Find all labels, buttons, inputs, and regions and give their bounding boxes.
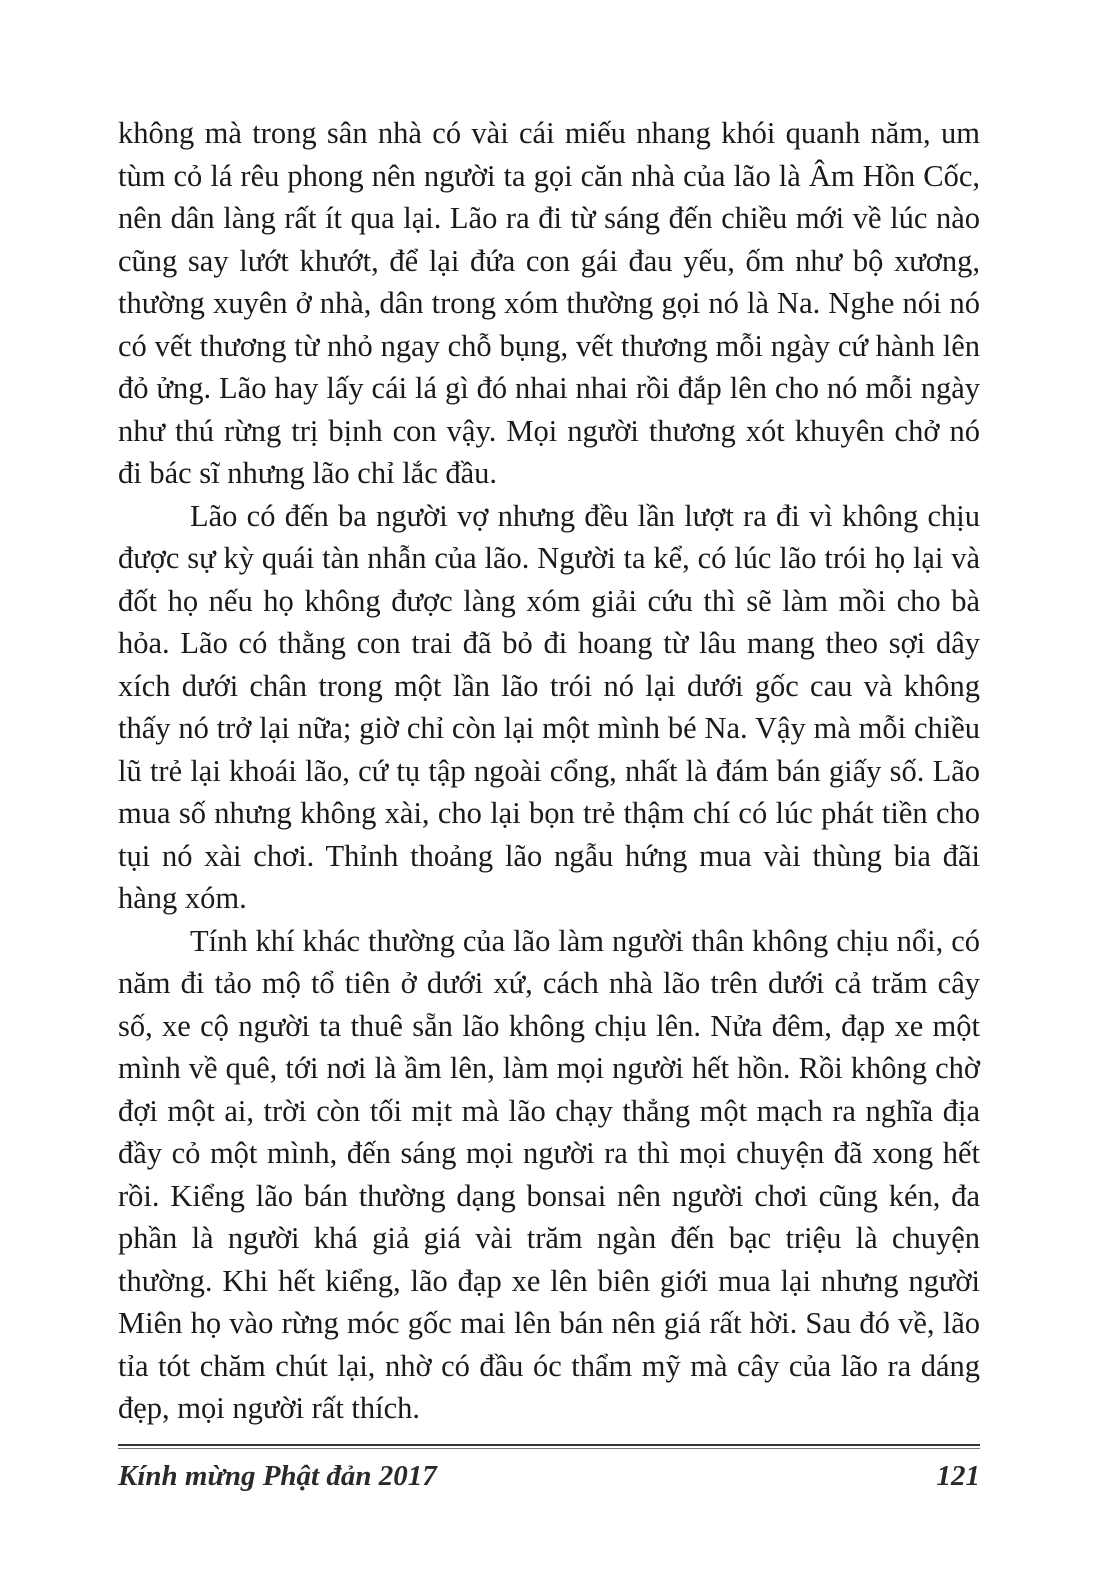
running-footer-title: Kính mừng Phật đản 2017	[118, 1460, 437, 1492]
page-number: 121	[936, 1460, 980, 1492]
paragraph-2: Lão có đến ba người vợ nhưng đều lần lượt ra đi vì không chịu được sự kỳ quái tàn nhẫn của lão. Người ta kể, có lúc lão trói họ lại và đốt họ nếu họ không được làng xóm giải cứu thì sẽ làm mồi cho bà hỏa. Lão có thằng con trai đã bỏ đi hoang từ lâu mang theo sợi dây xích dưới chân trong một lần lão trói nó lại dưới gốc cau và không thấy nó trở lại nữa; giờ chỉ còn lại một mình bé Na. Vậy mà mỗi chiều lũ trẻ lại khoái lão, cứ tụ tập ngoài cổng, nhất là đám bán giấy số. Lão mua số nhưng không xài, cho lại bọn trẻ thậm chí có lúc phát tiền cho tụi nó xài chơi. Thỉnh thoảng lão ngẫu hứng mua vài thùng bia đãi hàng xóm.	[118, 498, 980, 915]
footer-rule-thin	[118, 1448, 980, 1449]
paragraph-3: Tính khí khác thường của lão làm người thân không chịu nổi, có năm đi tảo mộ tổ tiên ở dưới xứ, cách nhà lão trên dưới cả trăm cây số, xe cộ người ta thuê sẵn lão không chịu lên. Nửa đêm, đạp xe một mình về quê, tới nơi là ầm lên, làm mọi người hết hồn. Rồi không chờ đợi một ai, trời còn tối mịt mà lão chạy thẳng một mạch ra nghĩa địa đầy cỏ một mình, đến sáng mọi người ra thì mọi chuyện đã xong hết rồi. Kiểng lão bán thường dạng bonsai nên người chơi cũng kén, đa phần là người khá giả giá vài trăm ngàn đến bạc triệu là chuyện thường. Khi hết kiểng, lão đạp xe lên biên giới mua lại nhưng người Miên họ vào rừng móc gốc mai lên bán nên giá rất hời. Sau đó về, lão tỉa tót chăm chút lại, nhờ có đầu óc thẩm mỹ mà cây của lão ra dáng đẹp, mọi người rất thích.	[118, 923, 980, 1425]
body-text	[118, 112, 980, 1430]
footer-rule	[118, 1444, 980, 1446]
paragraph-1: không mà trong sân nhà có vài cái miếu nhang khói quanh năm, um tùm cỏ lá rêu phong nên người ta gọi căn nhà của lão là Âm Hồn Cốc, nên dân làng rất ít qua lại. Lão ra đi từ sáng đến chiều mới về lúc nào cũng say lướt khướt, để lại đứa con gái đau yếu, ốm như bộ xương, thường xuyên ở nhà, dân trong xóm thường gọi nó là Na. Nghe nói nó có vết thương từ nhỏ ngay chỗ bụng, vết thương mỗi ngày cứ hành lên đỏ ửng. Lão hay lấy cái lá gì đó nhai nhai rồi đắp lên cho nó mỗi ngày như thú rừng trị bịnh con vậy. Mọi người thương xót khuyên chở nó đi bác sĩ nhưng lão chỉ lắc đầu.	[118, 116, 980, 490]
